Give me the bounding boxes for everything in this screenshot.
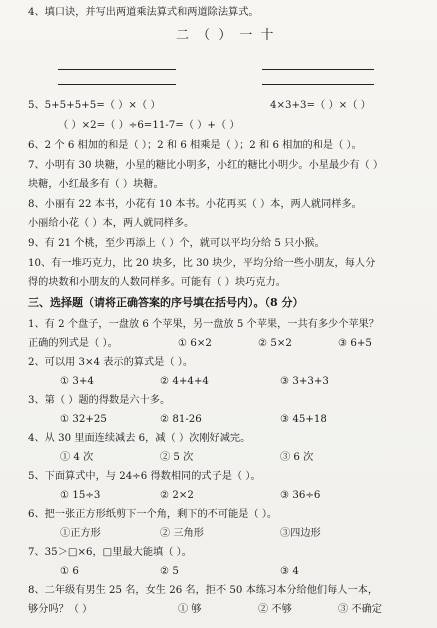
c5-option-2[interactable]: ② 2×2 bbox=[160, 490, 194, 501]
c3-option-2[interactable]: ② 81-26 bbox=[160, 414, 202, 425]
c7-option-2[interactable]: ② 5 bbox=[160, 566, 179, 577]
answer-line-2[interactable] bbox=[262, 69, 374, 70]
c6-option-3[interactable]: ③四边形 bbox=[280, 528, 321, 539]
c2-option-3[interactable]: ③ 3+3+3 bbox=[280, 376, 329, 387]
section-three-heading: 三、选择题（请将正确答案的序号填在括号内）。（8 分） bbox=[28, 296, 304, 309]
c8-option-1[interactable]: ① 够 bbox=[178, 604, 202, 615]
c6-option-2[interactable]: ② 三角形 bbox=[160, 528, 204, 539]
c6-option-1[interactable]: ①正方形 bbox=[60, 528, 101, 539]
c1-line1: 1、有 2 个盘子，一盘放 6 个苹果，另一盘放 5 个苹果，一共有多少个苹果？ bbox=[28, 319, 379, 330]
c7-option-3[interactable]: ③ 4 bbox=[280, 566, 299, 577]
c2-option-1[interactable]: ① 3+4 bbox=[60, 376, 94, 387]
q7-line2: 块糖，小红最多有（ ）块糖。 bbox=[28, 179, 164, 190]
c1-prompt: 正确的列式是（ ）。 bbox=[28, 338, 118, 349]
c1-option-1[interactable]: ① 6×2 bbox=[178, 338, 212, 349]
c8-option-2[interactable]: ② 不够 bbox=[258, 604, 292, 615]
q4-title: 4、填口诀，并写出两道乘法算式和两道除法算式。 bbox=[28, 7, 259, 18]
c8-option-3[interactable]: ③ 不确定 bbox=[338, 604, 382, 615]
q8-line1: 8、小丽有 22 本书，小花有 10 本书。小花再买（ ）本，两人就同样多。 bbox=[28, 199, 362, 210]
c6-prompt: 6、把一张正方形纸剪下一个角，剩下的不可能是（ ）。 bbox=[28, 509, 278, 520]
answer-line-1[interactable] bbox=[58, 69, 176, 70]
c2-option-2[interactable]: ② 4+4+4 bbox=[160, 376, 209, 387]
c3-prompt: 3、第（ ）题的得数是六十多。 bbox=[28, 395, 171, 406]
c4-option-2[interactable]: ② 5 次 bbox=[160, 452, 194, 463]
q9: 9、有 21 个桃，至少再添上（ ）个，就可以平均分给 5 只小猴。 bbox=[28, 238, 325, 249]
q8-line2: 小丽给小花（ ）本，两人就同样多。 bbox=[28, 218, 195, 229]
q10-line1: 10、有一堆巧克力，比 20 块多，比 30 块少，平均分给一些小朋友，每人分 bbox=[28, 258, 376, 269]
q10-line2: 得的块数和小朋友的人数同样多。可能有（ ）块巧克力。 bbox=[28, 277, 286, 288]
c4-prompt: 4、从 30 里面连续减去 6，减（ ）次刚好减完。 bbox=[28, 433, 251, 444]
c5-option-1[interactable]: ① 15÷3 bbox=[60, 490, 101, 501]
q5-line2: （ ）×2=（ ）÷6=11-7=（ ）+（ ） bbox=[58, 120, 240, 131]
c1-option-2[interactable]: ② 5×2 bbox=[258, 338, 292, 349]
c5-option-3[interactable]: ③ 36÷6 bbox=[280, 490, 321, 501]
c4-option-1[interactable]: ① 4 次 bbox=[60, 452, 94, 463]
q5-line1-left: 5、5+5+5+5=（ ）×（ ） bbox=[28, 100, 161, 111]
c3-option-1[interactable]: ① 32+25 bbox=[60, 414, 107, 425]
q6: 6、2 个 6 相加的和是（ ）；2 和 6 相乘是（ ）；2 和 6 相加的和是（ ）。 bbox=[28, 140, 362, 151]
c5-prompt: 5、下面算式中，与 24÷6 得数相同的式子是（ ）。 bbox=[28, 471, 261, 482]
q7-line1: 7、小明有 30 块糖，小星的糖比小明多，小红的糖比小明少。小星最少有（ ） bbox=[28, 160, 384, 171]
answer-line-3[interactable] bbox=[58, 84, 176, 85]
c7-prompt: 7、35＞□×6，□里最大能填（ ）。 bbox=[28, 547, 192, 558]
c1-option-3[interactable]: ③ 6+5 bbox=[338, 338, 372, 349]
c2-prompt: 2、可以用 3×4 表示的算式是（ ）。 bbox=[28, 357, 194, 368]
q4-chant: 二 （ ） 一 十 bbox=[176, 28, 276, 43]
c3-option-3[interactable]: ③ 45+18 bbox=[280, 414, 327, 425]
answer-line-4[interactable] bbox=[262, 84, 374, 85]
q5-line1-right: 4×3+3=（ ）×（ ） bbox=[270, 100, 371, 111]
c7-option-1[interactable]: ① 6 bbox=[60, 566, 79, 577]
c8-line2: 够分吗？（ ） bbox=[28, 604, 93, 615]
c4-option-3[interactable]: ③ 6 次 bbox=[280, 452, 314, 463]
c8-line1: 8、二年级有男生 25 名，女生 26 名，拒不 50 本练习本分给他们每人一本， bbox=[28, 585, 379, 596]
